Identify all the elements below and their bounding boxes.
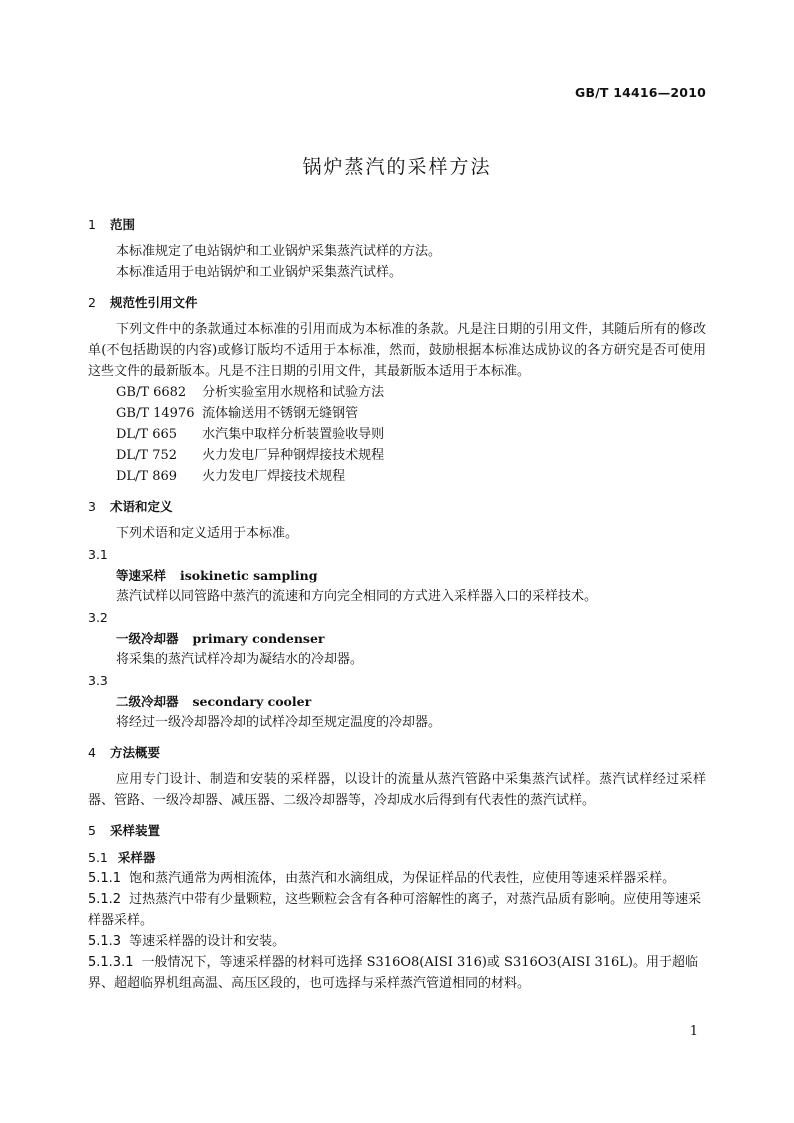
reference-code: DL/T 869 (116, 469, 178, 484)
section-title: 术语和定义 (110, 499, 173, 514)
term-definition: 将经过一级冷却器冷却的试样冷却至规定温度的冷却器。 (116, 715, 442, 730)
term-heading (88, 565, 706, 586)
section-5-heading (88, 820, 706, 841)
paragraph: 下列文件中的条款通过本标准的引用而成为本标准的条款。凡是注日期的引用文件，其随后所有的修改单(不包括勘误的内容)或修订版均不适用于本标准，然而，鼓励根据本标准达成协议的各方研究是否可使用这些文件的最新版本。凡是不注日期的引用文件，其最新版本适用于本标准。 (88, 322, 706, 379)
term-zh: 等速采样 (116, 568, 167, 583)
reference-title: 火力发电厂异种钢焊接技术规程 (202, 448, 385, 463)
document-body (88, 214, 706, 994)
section-number: 1 (88, 217, 96, 232)
reference-title: 火力发电厂焊接技术规程 (202, 469, 346, 484)
term-heading (88, 691, 706, 712)
term-definition: 蒸汽试样以同管路中蒸汽的流速和方向完全相同的方式进入采样器入口的采样技术。 (116, 589, 598, 604)
clause (88, 952, 706, 994)
clause-number: 5.1.3.1 (88, 955, 134, 970)
reference-code: DL/T 752 (116, 448, 178, 463)
clause-number: 5.1.2 (88, 892, 122, 907)
term-zh: 二级冷却器 (116, 694, 179, 709)
clause-text: 等速采样器的设计和安装。 (129, 934, 286, 949)
section-number: 4 (88, 745, 96, 760)
term-en: isokinetic sampling (180, 568, 318, 583)
clause-text: 过热蒸汽中带有少量颗粒，这些颗粒会含有各种可溶解性的离子，对蒸汽品质有影响。应使用等速采样器采样。 (88, 892, 702, 928)
reference-title: 流体输送用不锈钢无缝钢管 (202, 406, 359, 421)
section-1-heading (88, 214, 706, 235)
section-number: 2 (88, 295, 96, 310)
clause (88, 889, 706, 931)
reference-code: DL/T 665 (116, 427, 178, 442)
term-zh: 一级冷却器 (116, 631, 179, 646)
clause-text: 一般情况下，等速采样器的材料可选择 S316O8(AISI 316)或 S316O3(AISI 316L)。用于超临界、超超临界机组高温、高压区段的，也可选择与采样蒸汽管道相同的材料。 (88, 955, 698, 991)
reference-item (88, 382, 706, 403)
term-number: 3.2 (88, 610, 108, 625)
reference-code: GB/T 14976 (116, 406, 195, 421)
term-number: 3.1 (88, 547, 108, 562)
reference-item (88, 403, 706, 424)
clause (88, 931, 706, 952)
section-number: 5 (88, 823, 96, 838)
reference-title: 水汽集中取样分析装置验收导则 (202, 427, 385, 442)
section-title: 方法概要 (110, 745, 161, 760)
section-title: 范围 (110, 217, 136, 232)
term-number: 3.3 (88, 673, 108, 688)
paragraph: 本标准规定了电站锅炉和工业锅炉采集蒸汽试样的方法。 (116, 244, 442, 259)
section-title: 采样装置 (110, 823, 161, 838)
paragraph: 本标准适用于电站锅炉和工业锅炉采集蒸汽试样。 (116, 265, 403, 280)
section-4-heading (88, 742, 706, 763)
clause-text: 饱和蒸汽通常为两相流体，由蒸汽和水滴组成，为保证样品的代表性，应使用等速采样器采样。 (129, 871, 676, 886)
page-number: 1 (689, 1024, 698, 1039)
paragraph: 应用专门设计、制造和安装的采样器，以设计的流量从蒸汽管路中采集蒸汽试样。蒸汽试样经过采样器、管路、一级冷却器、减压器、二级冷却器等，冷却成水后得到有代表性的蒸汽试样。 (88, 772, 706, 808)
subclause-heading (88, 847, 706, 868)
reference-code: GB/T 6682 (116, 385, 187, 400)
section-2-heading (88, 292, 706, 313)
section-3-heading (88, 496, 706, 517)
section-title: 规范性引用文件 (110, 295, 198, 310)
section-number: 3 (88, 499, 96, 514)
standard-code: GB/T 14416—2010 (574, 85, 706, 100)
clause (88, 868, 706, 889)
term-heading (88, 628, 706, 649)
term-en: primary condenser (192, 631, 325, 646)
reference-item (88, 424, 706, 445)
clause-number: 5.1.1 (88, 871, 122, 886)
document-title: 锅炉蒸汽的采样方法 (302, 156, 492, 178)
subclause-number: 5.1 (88, 850, 108, 865)
reference-title: 分析实验室用水规格和试验方法 (202, 385, 385, 400)
clause-number: 5.1.3 (88, 934, 122, 949)
reference-item (88, 445, 706, 466)
reference-item (88, 466, 706, 487)
term-en: secondary cooler (192, 694, 312, 709)
paragraph: 下列术语和定义适用于本标准。 (116, 526, 299, 541)
subclause-title: 采样器 (117, 850, 156, 865)
term-definition: 将采集的蒸汽试样冷却为凝结水的冷却器。 (116, 652, 364, 667)
